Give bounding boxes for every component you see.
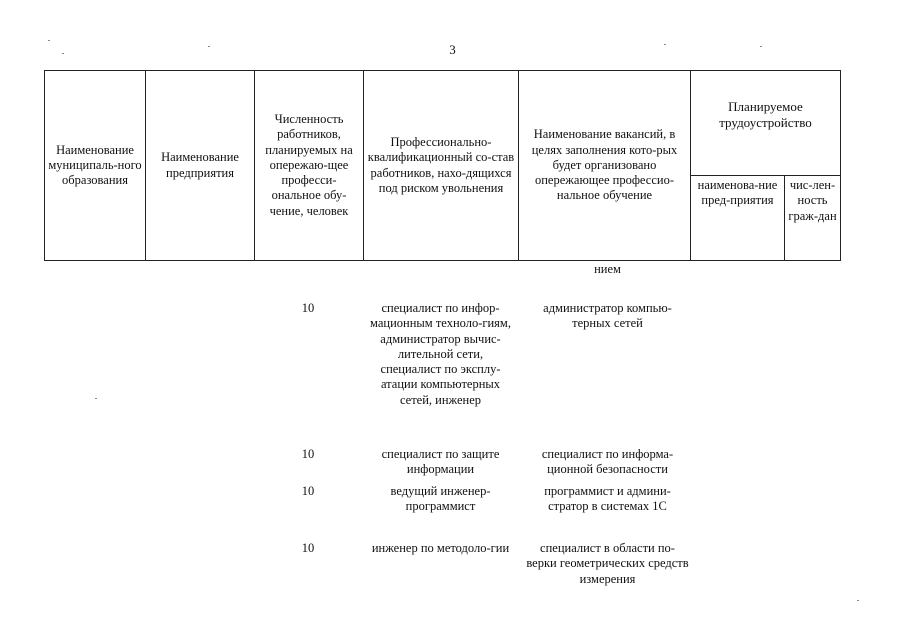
scan-speck xyxy=(857,600,859,601)
row-count: 10 xyxy=(301,484,315,498)
page-number: 3 xyxy=(449,42,456,57)
header-municipality: Наименование муниципаль-ного образования xyxy=(45,71,146,261)
scan-speck xyxy=(208,46,210,47)
table-header xyxy=(44,70,841,261)
header-enterprise: Наименование предприятия xyxy=(146,71,255,261)
header-vacancies: Наименование вакансий, в целях заполнения кото-рых будет организовано опережающее профессио-нальное обучение xyxy=(519,71,691,261)
row-count: 10 xyxy=(301,447,315,461)
row-staff: специалист по инфор-мационным техноло-гиям, администратор вычис-лительной сети, специалист по эксплу-атации компьютерных сетей, инженер xyxy=(370,301,511,407)
scan-speck xyxy=(760,46,762,47)
scan-speck xyxy=(664,44,666,45)
row-vacancy: специалист по информа-ционной безопасности xyxy=(541,447,674,477)
row-staff: ведущий инженер-программист xyxy=(390,484,491,514)
row-count: 10 xyxy=(301,301,315,315)
scan-speck xyxy=(48,40,50,41)
header-worker-count: Численность работников, планируемых на опережаю-щее професси-ональное обу-чение, человек xyxy=(255,71,364,261)
scan-speck xyxy=(95,398,97,399)
row-staff: специалист по защите информации xyxy=(381,447,500,477)
header-citizen-count: чис-лен-ность граж-дан xyxy=(785,176,841,261)
scan-speck xyxy=(62,53,64,54)
row-vacancy: программист и админи-стратор в системах 1С xyxy=(544,484,671,514)
header-staff-composition: Профессионально-квалификационный со-став работников, нахо-дящихся под риском увольнения xyxy=(364,71,519,261)
row-count: 10 xyxy=(301,541,315,555)
continuation-text: нием xyxy=(594,262,621,276)
row-staff: инженер по методоло-гии xyxy=(371,541,510,555)
row-vacancy: специалист в области по-верки геометрических средств измерения xyxy=(526,541,689,586)
row-vacancy: администратор компью-терных сетей xyxy=(543,301,672,331)
header-employer-name: наименова-ние пред-приятия xyxy=(691,176,785,261)
header-planned-employment: Планируемое трудоустройство xyxy=(691,71,841,176)
